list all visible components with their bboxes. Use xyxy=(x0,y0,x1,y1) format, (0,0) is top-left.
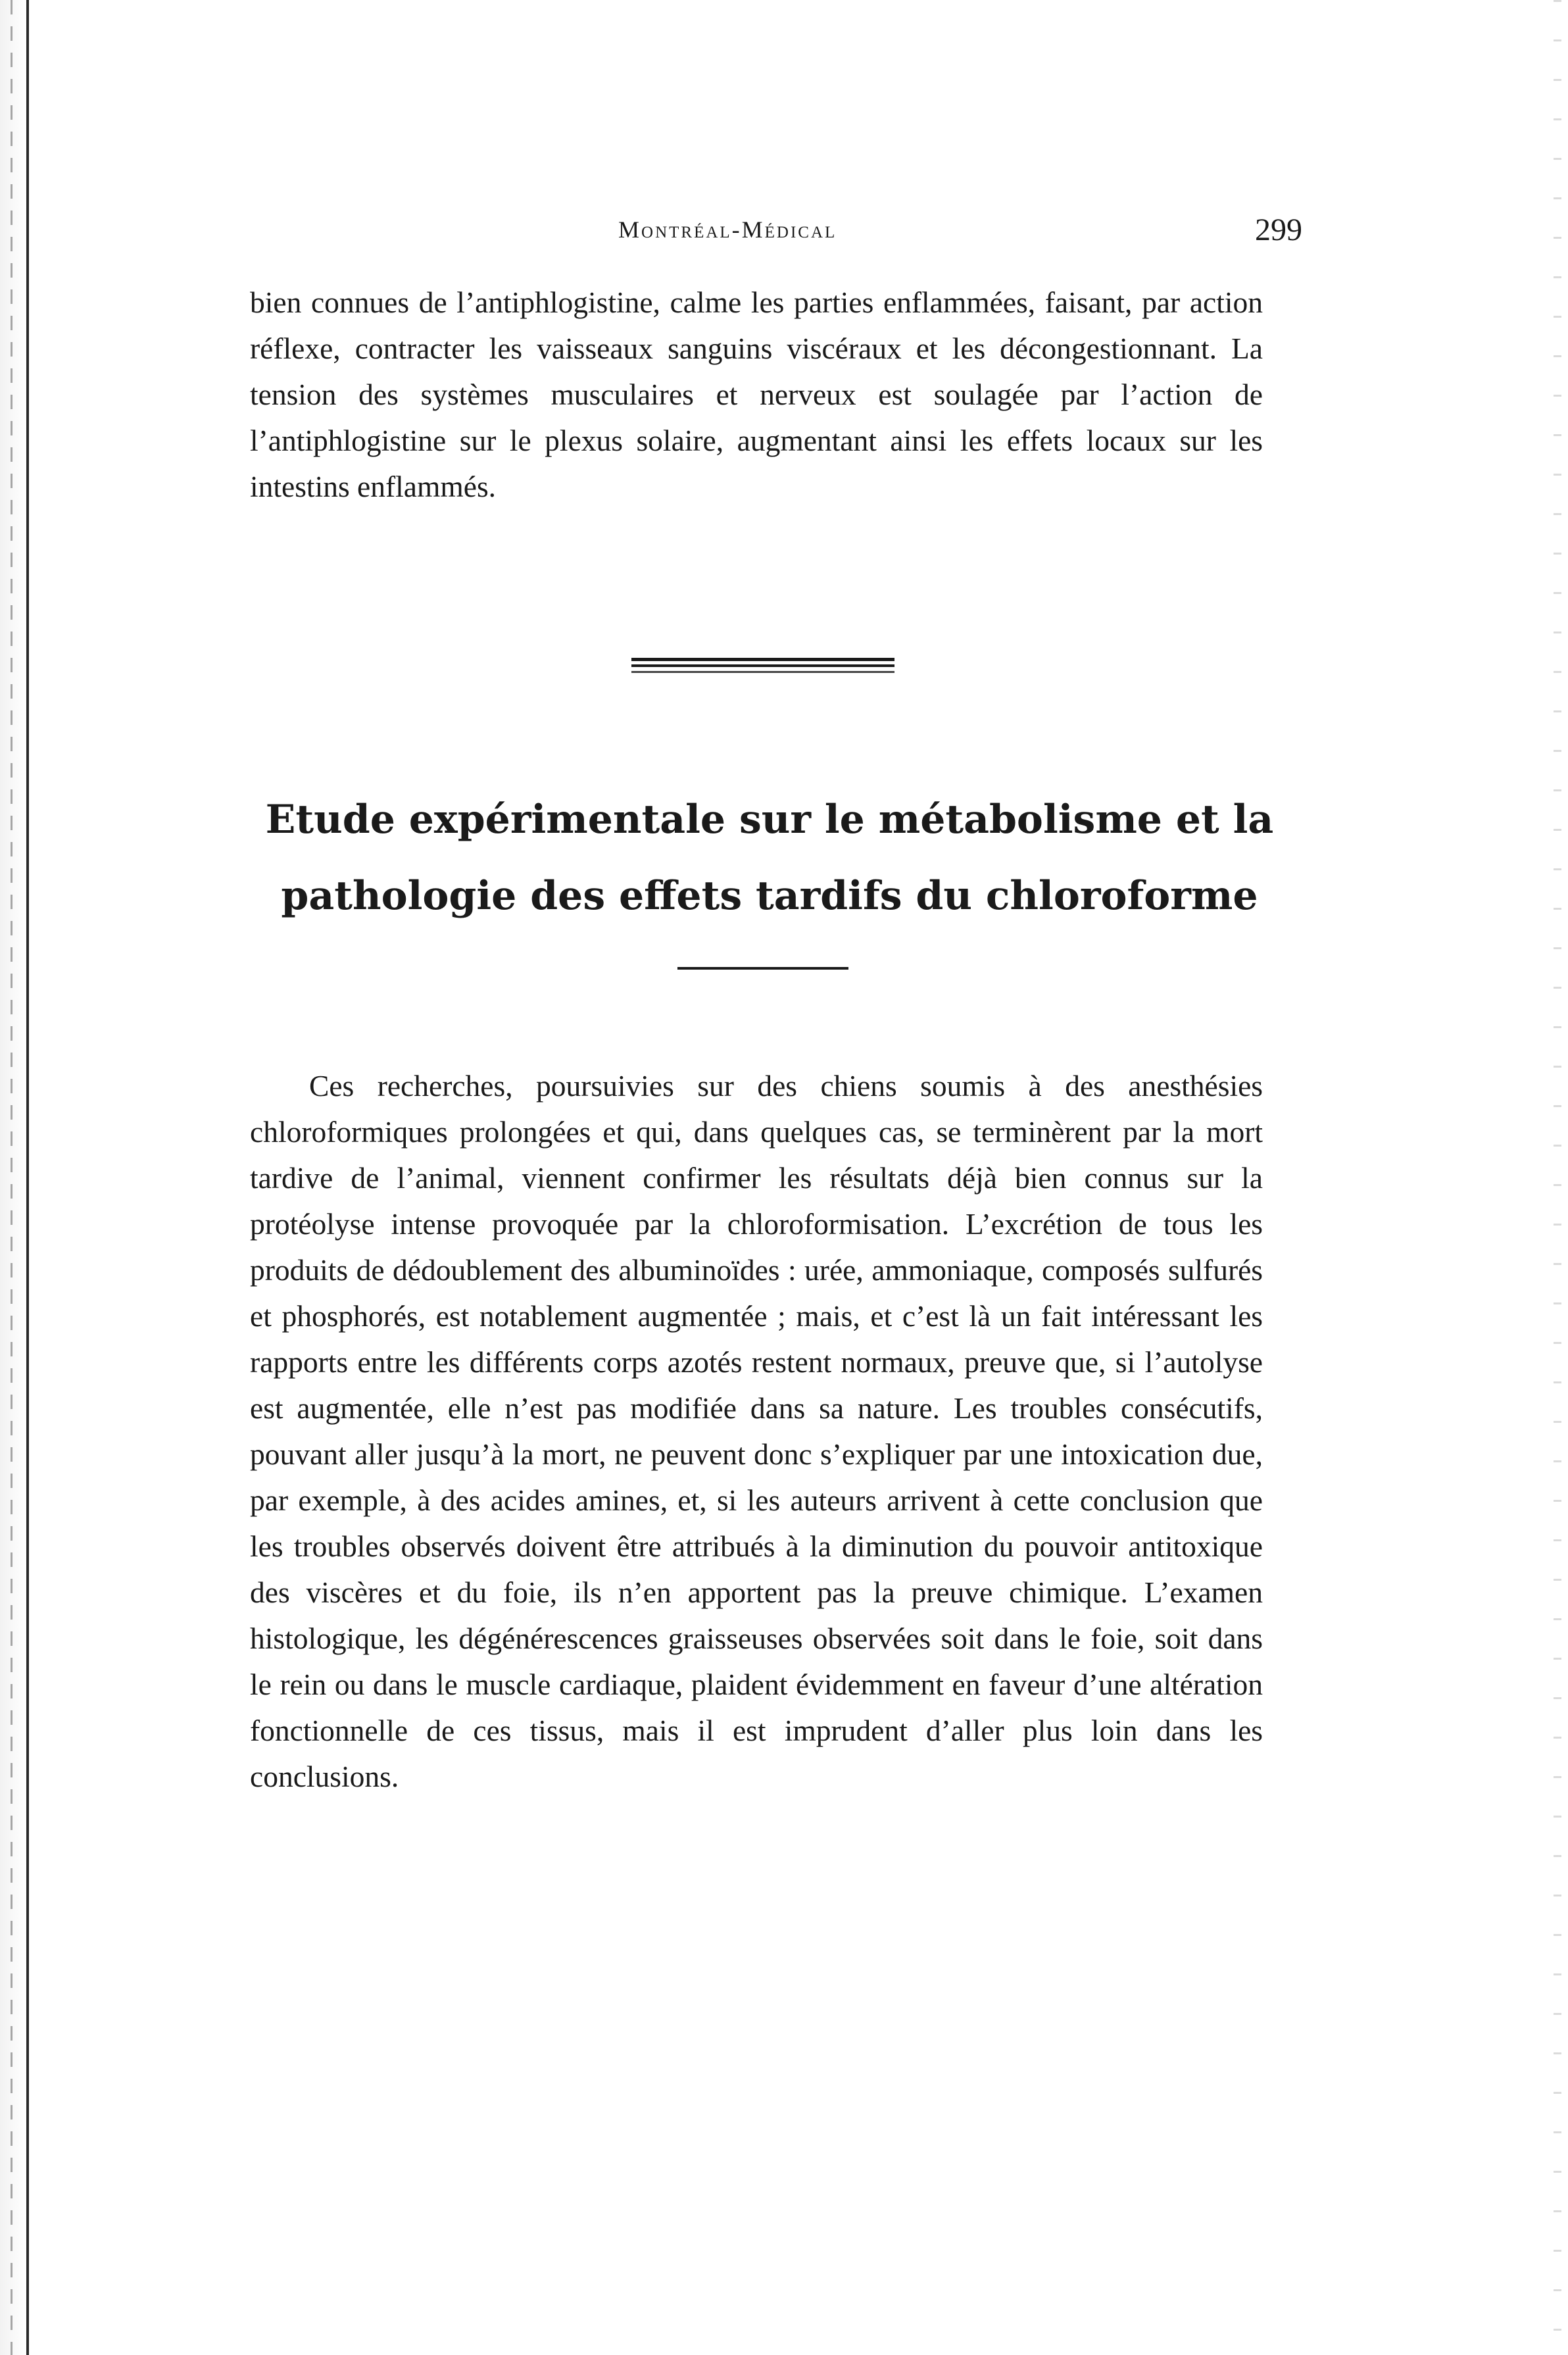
scan-speckle xyxy=(1554,0,1561,2355)
article-body-block xyxy=(250,1063,1263,1800)
section-separator xyxy=(631,658,894,675)
continuation-paragraph: bien connues de l’antiphlogistine, calme les parties enflammées, faisant, par action réflexe, contracter les vaisseaux sanguins viscéraux et les décongestionnant. La tension des systèmes musculaires et nerveux est soulagée par l’action de l’antiphlogistine sur le plexus solaire, augmentant ainsi les effets locaux sur les intestins enflammés. xyxy=(250,285,1263,503)
page-binding-edge xyxy=(0,0,29,2355)
page-number: 299 xyxy=(1255,212,1302,247)
separator-rule xyxy=(631,671,894,673)
journal-title: Montréal-Médical xyxy=(618,216,837,243)
separator-rule xyxy=(631,664,894,667)
running-head xyxy=(250,212,1302,255)
continuation-paragraph-block xyxy=(250,280,1263,510)
title-rule xyxy=(677,967,848,970)
article-paragraph: Ces recherches, poursuivies sur des chiens soumis à des anesthésies chloroformiques prolongées et qui, dans quelques cas, se terminèrent par la mort tardive de l’animal, viennent confirmer les résultats déjà bien connus sur la protéolyse intense provoquée par la chloroformisation. L’excrétion de tous les produits de dédoublement des albuminoïdes : urée, ammoniaque, composés sulfurés et phosphorés, est notablement augmentée ; mais, et c’est là un fait intéressant les rapports entre les différents corps azotés restent normaux, preuve que, si l’autolyse est augmentée, elle n’est pas modifiée dans sa nature. Les troubles consécutifs, pouvant aller jusqu’à la mort, ne peuvent donc s’expliquer par une intoxication due, par exemple, à des acides amines, et, si les auteurs arrivent à cette conclusion que les troubles observés doivent être attribués à la diminution du pouvoir antitoxique des viscères et du foie, ils n’en apportent pas la preuve chimique. L’examen histologique, les dégénérescences graisseuses observées soit dans le foie, soit dans le rein ou dans le muscle cardiaque, plaident évidemment en faveur d’une altération fonctionnelle de ces tissus, mais il est imprudent d’aller plus loin dans les conclusions. xyxy=(250,1069,1263,1793)
separator-rule xyxy=(631,658,894,661)
article-title: Etude expérimentale sur le métabolisme et la pathologie des effets tardifs du chloroforme xyxy=(265,797,1274,919)
